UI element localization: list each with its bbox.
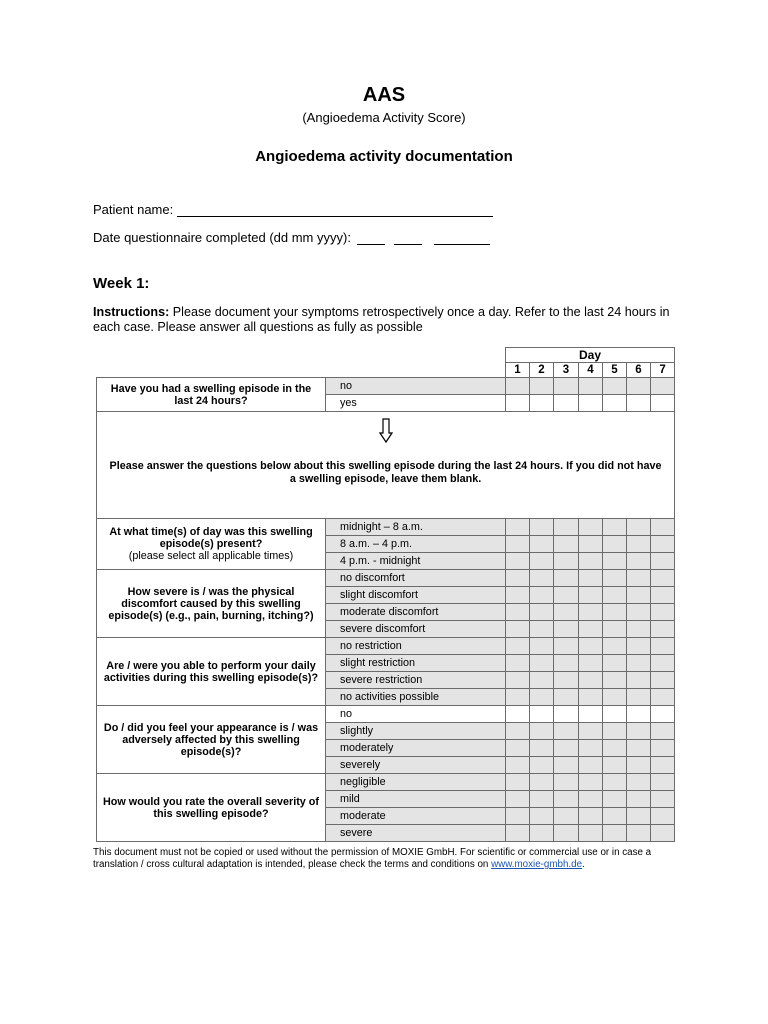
option-label: slight discomfort bbox=[326, 587, 506, 604]
answer-cell[interactable] bbox=[603, 791, 627, 808]
option-label: no bbox=[326, 706, 506, 723]
answer-cell[interactable] bbox=[627, 740, 651, 757]
answer-cell[interactable] bbox=[627, 604, 651, 621]
answer-cell[interactable] bbox=[651, 740, 675, 757]
table-row bbox=[97, 519, 675, 536]
answer-cell[interactable] bbox=[554, 808, 579, 825]
answer-cell[interactable] bbox=[506, 740, 530, 757]
answer-cell[interactable] bbox=[627, 587, 651, 604]
answer-cell[interactable] bbox=[627, 774, 651, 791]
answer-cell[interactable] bbox=[554, 825, 579, 842]
answer-cell[interactable] bbox=[579, 378, 603, 395]
answer-cell[interactable] bbox=[530, 672, 554, 689]
answer-cell[interactable] bbox=[651, 553, 675, 570]
answer-cell[interactable] bbox=[554, 536, 579, 553]
option-label: severe bbox=[326, 825, 506, 842]
answer-cell[interactable] bbox=[651, 604, 675, 621]
answer-cell[interactable] bbox=[530, 536, 554, 553]
answer-cell[interactable] bbox=[506, 689, 530, 706]
answer-cell[interactable] bbox=[506, 604, 530, 621]
answer-cell[interactable] bbox=[506, 553, 530, 570]
day-number: 4 bbox=[579, 363, 603, 378]
answer-cell[interactable] bbox=[579, 395, 603, 412]
option-label: no bbox=[326, 378, 506, 395]
answer-cell[interactable] bbox=[651, 757, 675, 774]
option-label: 8 a.m. – 4 p.m. bbox=[326, 536, 506, 553]
answer-cell[interactable] bbox=[603, 570, 627, 587]
option-label: 4 p.m. - midnight bbox=[326, 553, 506, 570]
answer-cell[interactable] bbox=[554, 706, 579, 723]
option-label: no discomfort bbox=[326, 570, 506, 587]
table-row bbox=[97, 638, 675, 655]
answer-cell[interactable] bbox=[603, 740, 627, 757]
question-appearance: Do / did you feel your appearance is / was adversely affected by this swelling episode(s)? bbox=[97, 706, 326, 774]
answer-cell[interactable] bbox=[530, 553, 554, 570]
answer-cell[interactable] bbox=[603, 621, 627, 638]
day-header: Day bbox=[506, 348, 675, 363]
aas-table bbox=[96, 347, 675, 842]
answer-cell[interactable] bbox=[603, 808, 627, 825]
answer-cell[interactable] bbox=[651, 570, 675, 587]
answer-cell[interactable] bbox=[651, 519, 675, 536]
arrow-down-icon bbox=[107, 418, 664, 448]
answer-cell[interactable] bbox=[603, 638, 627, 655]
answer-cell[interactable] bbox=[554, 553, 579, 570]
answer-cell[interactable] bbox=[530, 740, 554, 757]
answer-cell[interactable] bbox=[579, 706, 603, 723]
option-label: moderately bbox=[326, 740, 506, 757]
answer-cell[interactable] bbox=[627, 791, 651, 808]
document-subtitle: (Angioedema Activity Score) bbox=[302, 110, 466, 125]
answer-cell[interactable] bbox=[530, 519, 554, 536]
answer-cell[interactable] bbox=[603, 723, 627, 740]
answer-cell[interactable] bbox=[579, 825, 603, 842]
option-label: yes bbox=[326, 395, 506, 412]
answer-cell[interactable] bbox=[506, 395, 530, 412]
option-label: moderate bbox=[326, 808, 506, 825]
answer-cell[interactable] bbox=[651, 536, 675, 553]
answer-cell[interactable] bbox=[627, 536, 651, 553]
week-label: Week 1: bbox=[93, 275, 150, 292]
answer-cell[interactable] bbox=[530, 791, 554, 808]
answer-cell[interactable] bbox=[603, 395, 627, 412]
answer-cell[interactable] bbox=[627, 378, 651, 395]
question-daily-activities: Are / were you able to perform your daily activities during this swelling episode(s)? bbox=[97, 638, 326, 706]
answer-cell[interactable] bbox=[530, 395, 554, 412]
answer-cell[interactable] bbox=[651, 706, 675, 723]
day-number: 3 bbox=[554, 363, 579, 378]
answer-cell[interactable] bbox=[530, 378, 554, 395]
answer-cell[interactable] bbox=[554, 395, 579, 412]
answer-cell[interactable] bbox=[579, 757, 603, 774]
day-number: 6 bbox=[627, 363, 651, 378]
date-year-field[interactable] bbox=[434, 231, 490, 245]
answer-cell[interactable] bbox=[506, 378, 530, 395]
day-number: 1 bbox=[506, 363, 530, 378]
patient-name-label: Patient name: bbox=[93, 202, 174, 217]
answer-cell[interactable] bbox=[651, 395, 675, 412]
patient-name-field[interactable] bbox=[177, 203, 493, 217]
answer-cell[interactable] bbox=[506, 808, 530, 825]
answer-cell[interactable] bbox=[530, 774, 554, 791]
answer-cell[interactable] bbox=[554, 587, 579, 604]
instructions bbox=[93, 305, 683, 335]
answer-cell[interactable] bbox=[627, 672, 651, 689]
answer-cell[interactable] bbox=[579, 774, 603, 791]
answer-cell[interactable] bbox=[554, 774, 579, 791]
answer-cell[interactable] bbox=[530, 621, 554, 638]
answer-cell[interactable] bbox=[579, 689, 603, 706]
option-label: negligible bbox=[326, 774, 506, 791]
answer-cell[interactable] bbox=[603, 689, 627, 706]
answer-cell[interactable] bbox=[603, 774, 627, 791]
answer-cell[interactable] bbox=[554, 723, 579, 740]
answer-cell[interactable] bbox=[651, 825, 675, 842]
answer-cell[interactable] bbox=[603, 604, 627, 621]
option-label: no restriction bbox=[326, 638, 506, 655]
question-subnote: (please select all applicable times) bbox=[128, 550, 294, 562]
table-row bbox=[97, 706, 675, 723]
answer-cell[interactable] bbox=[651, 689, 675, 706]
option-label: severe discomfort bbox=[326, 621, 506, 638]
answer-cell[interactable] bbox=[627, 621, 651, 638]
answer-cell[interactable] bbox=[603, 519, 627, 536]
answer-cell[interactable] bbox=[554, 519, 579, 536]
answer-cell[interactable] bbox=[554, 570, 579, 587]
answer-cell[interactable] bbox=[651, 638, 675, 655]
question-overall-severity: How would you rate the overall severity of this swelling episode? bbox=[97, 774, 326, 842]
answer-cell[interactable] bbox=[603, 378, 627, 395]
answer-cell[interactable] bbox=[627, 808, 651, 825]
answer-cell[interactable] bbox=[506, 587, 530, 604]
answer-cell[interactable] bbox=[651, 621, 675, 638]
answer-cell[interactable] bbox=[579, 791, 603, 808]
option-label: no activities possible bbox=[326, 689, 506, 706]
answer-cell[interactable] bbox=[603, 587, 627, 604]
answer-cell[interactable] bbox=[554, 672, 579, 689]
instructions-text: Please document your symptoms retrospectively once a day. Refer to the last 24 hours in each case. Please answer all questions as fully as possible bbox=[93, 305, 670, 334]
question-physical-discomfort: How severe is / was the physical discomfort caused by this swelling episode(s) (e.g., pain, burning, itching?) bbox=[97, 570, 326, 638]
footer-end: . bbox=[582, 859, 585, 870]
option-label: mild bbox=[326, 791, 506, 808]
answer-cell[interactable] bbox=[530, 570, 554, 587]
answer-cell[interactable] bbox=[506, 655, 530, 672]
answer-cell[interactable] bbox=[651, 808, 675, 825]
answer-cell[interactable] bbox=[506, 621, 530, 638]
answer-cell[interactable] bbox=[579, 638, 603, 655]
option-label: slightly bbox=[326, 723, 506, 740]
answer-cell[interactable] bbox=[627, 706, 651, 723]
date-month-field[interactable] bbox=[394, 231, 422, 245]
answer-cell[interactable] bbox=[651, 791, 675, 808]
answer-cell[interactable] bbox=[554, 791, 579, 808]
answer-cell[interactable] bbox=[627, 553, 651, 570]
copyright-footer bbox=[93, 847, 683, 871]
answer-cell[interactable] bbox=[579, 553, 603, 570]
answer-cell[interactable] bbox=[506, 774, 530, 791]
moxie-link[interactable]: www.moxie-gmbh.de bbox=[491, 859, 583, 870]
answer-cell[interactable] bbox=[579, 570, 603, 587]
date-label: Date questionnaire completed (dd mm yyyy): bbox=[93, 230, 351, 245]
document-heading: Angioedema activity documentation bbox=[255, 148, 513, 165]
answer-cell[interactable] bbox=[627, 519, 651, 536]
answer-cell[interactable] bbox=[554, 757, 579, 774]
answer-cell[interactable] bbox=[530, 757, 554, 774]
date-day-field[interactable] bbox=[357, 231, 385, 245]
answer-cell[interactable] bbox=[651, 378, 675, 395]
answer-cell[interactable] bbox=[651, 672, 675, 689]
question-text: At what time(s) of day was this swelling episode(s) present? bbox=[109, 526, 313, 550]
table-row bbox=[97, 570, 675, 587]
table-corner bbox=[97, 348, 506, 378]
answer-cell[interactable] bbox=[530, 825, 554, 842]
answer-cell[interactable] bbox=[506, 672, 530, 689]
answer-cell[interactable] bbox=[627, 825, 651, 842]
answer-cell[interactable] bbox=[554, 621, 579, 638]
answer-cell[interactable] bbox=[530, 706, 554, 723]
question-swelling-episode: Have you had a swelling episode in the last 24 hours? bbox=[97, 378, 326, 412]
question-time-of-day bbox=[97, 519, 326, 570]
instructions-lead: Instructions: bbox=[93, 305, 170, 319]
day-number: 7 bbox=[651, 363, 675, 378]
answer-cell[interactable] bbox=[579, 655, 603, 672]
answer-cell[interactable] bbox=[506, 638, 530, 655]
answer-cell[interactable] bbox=[506, 706, 530, 723]
answer-cell[interactable] bbox=[530, 587, 554, 604]
answer-cell[interactable] bbox=[530, 723, 554, 740]
answer-cell[interactable] bbox=[627, 655, 651, 672]
answer-cell[interactable] bbox=[651, 723, 675, 740]
table-row bbox=[97, 774, 675, 791]
answer-cell[interactable] bbox=[554, 689, 579, 706]
answer-cell[interactable] bbox=[579, 604, 603, 621]
option-label: moderate discomfort bbox=[326, 604, 506, 621]
option-label: midnight – 8 a.m. bbox=[326, 519, 506, 536]
answer-cell[interactable] bbox=[579, 536, 603, 553]
answer-cell[interactable] bbox=[506, 570, 530, 587]
answer-cell[interactable] bbox=[651, 655, 675, 672]
answer-cell[interactable] bbox=[530, 689, 554, 706]
answer-cell[interactable] bbox=[506, 519, 530, 536]
answer-cell[interactable] bbox=[506, 757, 530, 774]
answer-cell[interactable] bbox=[603, 672, 627, 689]
answer-cell[interactable] bbox=[603, 553, 627, 570]
answer-cell[interactable] bbox=[579, 808, 603, 825]
answer-cell[interactable] bbox=[554, 378, 579, 395]
answer-cell[interactable] bbox=[530, 638, 554, 655]
answer-cell[interactable] bbox=[627, 723, 651, 740]
answer-cell[interactable] bbox=[627, 570, 651, 587]
instruction-note-text: Please answer the questions below about this swelling episode during the last 24 hours. If you did not have a swelling episode, leave them blank. bbox=[109, 460, 662, 485]
answer-cell[interactable] bbox=[603, 825, 627, 842]
answer-cell[interactable] bbox=[554, 655, 579, 672]
answer-cell[interactable] bbox=[603, 655, 627, 672]
answer-cell[interactable] bbox=[554, 638, 579, 655]
answer-cell[interactable] bbox=[530, 808, 554, 825]
answer-cell[interactable] bbox=[579, 587, 603, 604]
answer-cell[interactable] bbox=[603, 536, 627, 553]
answer-cell[interactable] bbox=[627, 395, 651, 412]
answer-cell[interactable] bbox=[506, 723, 530, 740]
answer-cell[interactable] bbox=[651, 587, 675, 604]
answer-cell[interactable] bbox=[579, 519, 603, 536]
answer-cell[interactable] bbox=[579, 740, 603, 757]
day-number: 2 bbox=[530, 363, 554, 378]
document-title: AAS bbox=[362, 84, 406, 106]
answer-cell[interactable] bbox=[530, 655, 554, 672]
table-row bbox=[97, 378, 675, 395]
answer-cell[interactable] bbox=[579, 621, 603, 638]
answer-cell[interactable] bbox=[603, 706, 627, 723]
footer-text: This document must not be copied or used without the permission of MOXIE GmbH. For scientific or commercial use or in case a translation / cross cultural adaptation is intended, please check the terms and conditions on bbox=[93, 847, 652, 870]
answer-cell[interactable] bbox=[627, 757, 651, 774]
option-label: severe restriction bbox=[326, 672, 506, 689]
answer-cell[interactable] bbox=[579, 672, 603, 689]
answer-cell[interactable] bbox=[554, 604, 579, 621]
instruction-note bbox=[97, 412, 675, 519]
option-label: severely bbox=[326, 757, 506, 774]
answer-cell[interactable] bbox=[506, 791, 530, 808]
answer-cell[interactable] bbox=[651, 774, 675, 791]
answer-cell[interactable] bbox=[506, 536, 530, 553]
answer-cell[interactable] bbox=[530, 604, 554, 621]
answer-cell[interactable] bbox=[627, 689, 651, 706]
answer-cell[interactable] bbox=[506, 825, 530, 842]
answer-cell[interactable] bbox=[603, 757, 627, 774]
day-number: 5 bbox=[603, 363, 627, 378]
option-label: slight restriction bbox=[326, 655, 506, 672]
answer-cell[interactable] bbox=[579, 723, 603, 740]
answer-cell[interactable] bbox=[554, 740, 579, 757]
answer-cell[interactable] bbox=[627, 638, 651, 655]
patient-name-row bbox=[93, 202, 493, 217]
date-row bbox=[93, 230, 490, 245]
